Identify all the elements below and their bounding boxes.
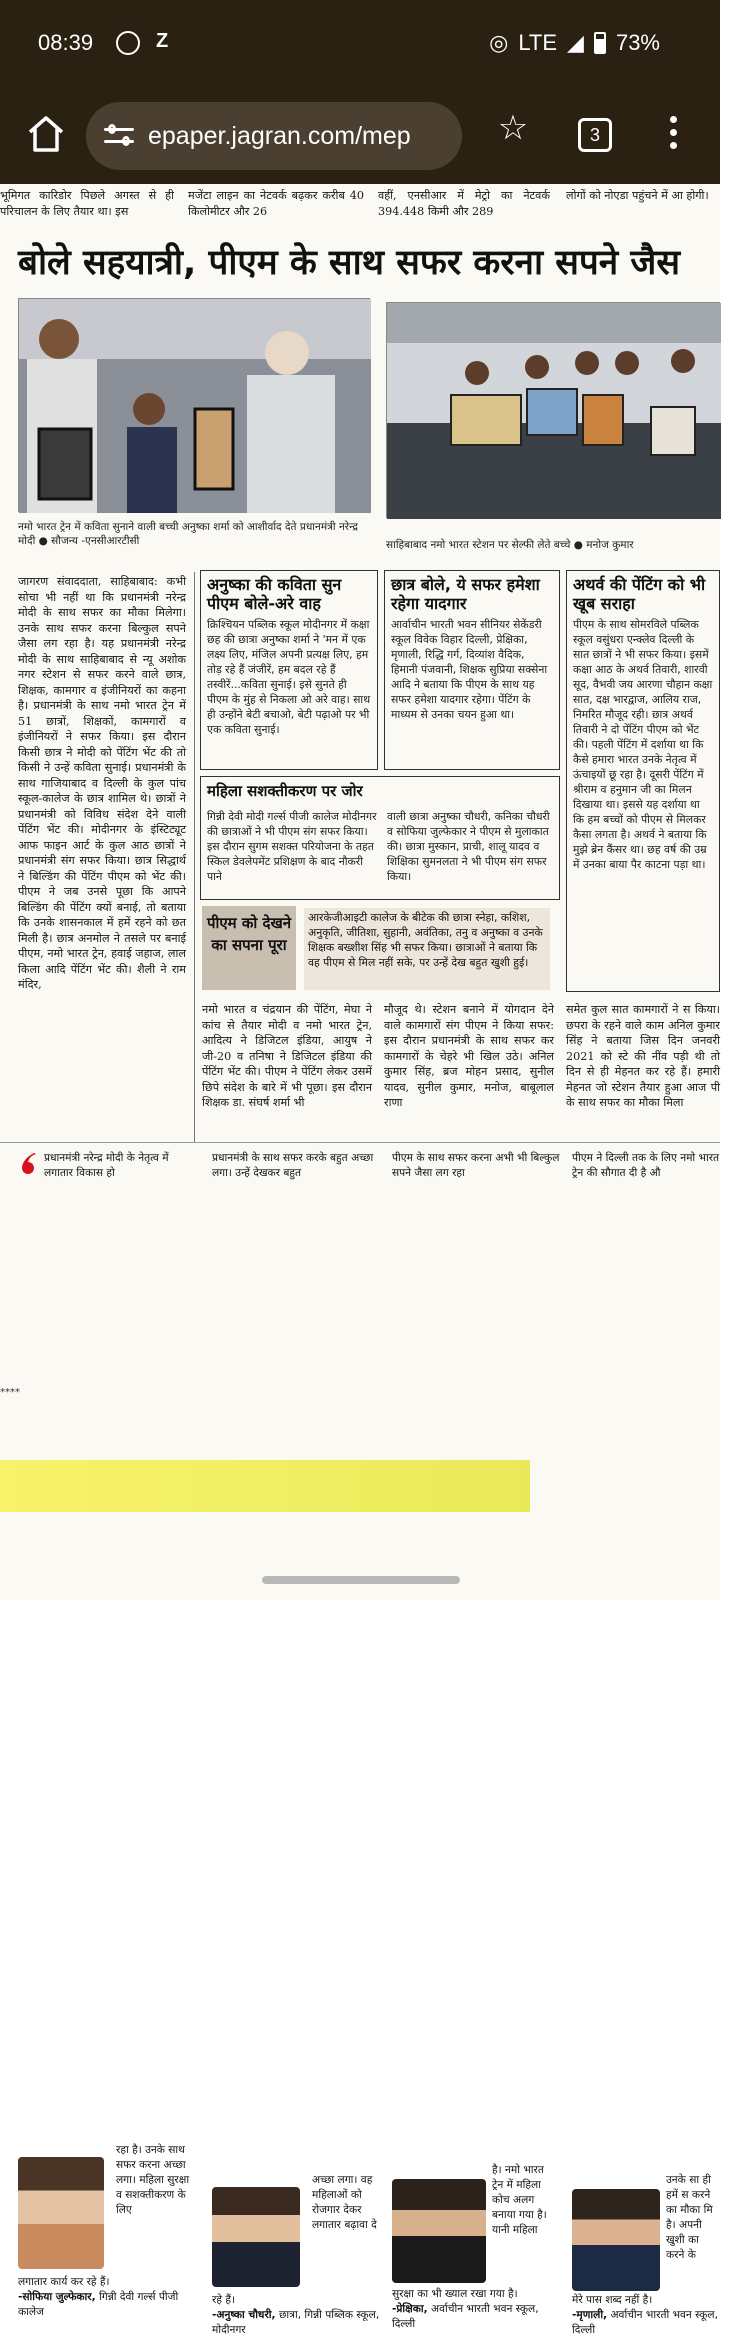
status-bar (0, 0, 720, 88)
profile-mrinali-quote-end: मेरे पास शब्द नहीं है। (572, 2294, 653, 2306)
end-stars: **** (0, 1387, 20, 1398)
profile-anushka-photo (212, 2187, 300, 2287)
photo-pm-blessing (18, 298, 370, 512)
profile-mrinali-quote-top: पीएम ने दिल्ली तक के लिए नमो भारत ट्रेन की सौगात दी है औ (572, 1152, 720, 1179)
network-type: LTE (518, 30, 558, 55)
bottom-col-3: समेत कुल सात कामगारों ने स किया। छपरा के रहने वाले काम अनिल कुमार सिंह ने बताया जिस दिन जनवरी 2021 को स्टे की नींव पड़ी थी तो दिन से ही मेहनत कर रहे हैं। हमारी मेहनत जो स्टेशन तैयार हुआ आज पी के साथ सफर का मौका मिला (566, 1003, 720, 1109)
box-women-empowerment (200, 776, 560, 900)
profile-anushka-quote-top: प्रधानमंत्री के साथ सफर करके बहुत अच्छा लगा। उन्हें देखकर बहुत (212, 1152, 374, 1179)
battery-percent: 73% (615, 30, 660, 55)
profile-prekshika-side (492, 2163, 558, 2285)
women-empowerment-body-left: गिन्नी देवी मोदी गर्ल्स पीजी कालेज मोदीनगर की छात्राओं ने भी पीएम संग सफर किया। इस दौरान सुगम सशक्त परियोजना के तहत स्किल डेवलेपमेंट प्रशिक्षण के बाद नौकरी पाने (207, 810, 377, 883)
column-divider (194, 572, 195, 1142)
gesture-nav-bar[interactable] (262, 1576, 460, 1584)
profile-mrinali-photo (572, 2189, 660, 2291)
profile-anushka-quote-side: अच्छा लगा। वह महिलाओं को रोजगार देकर लगातार बढ़ावा दे (312, 2174, 377, 2231)
home-icon[interactable] (22, 110, 70, 158)
caption-left: नमो भारत ट्रेन में कविता सुनाने वाली बच्ची अनुष्का शर्मा को आशीर्वाद देते प्रधानमंत्री नरेन्द्र मोदी ● सौजन्य -एनसीआरटीसी (18, 521, 358, 547)
bottom-col-1: नमो भारत व चंद्रयान की पेंटिंग, मेघा ने कांच से तैयार मोदी व नमो भारत ट्रेन, आदित्य ने डिजिटल इंडिया, आयुष ने जी-20 व तनिषा ने डिजिटल इंडिया की पेंटिंग भेंट की। पीएम ने पेंटिंग लेकर उसमें छिपे संदेश के बारे में भी पूछा। इस दौरान शिक्षक डा. संघर्ष शर्मा भी (202, 1003, 372, 1109)
profile-prekshika-quote-end: सुरक्षा का भी ख्याल रखा गया है। (392, 2288, 518, 2300)
caption-right: साहिबाबाद नमो भारत स्टेशन पर सेल्फी लेते बच्चे ● मनोज कुमार (386, 539, 634, 551)
whatsapp-notification-icon (116, 31, 140, 55)
top-strip-col-4: लोगों को नोएडा पहुंचने में आ होगी। (566, 189, 709, 202)
site-settings-icon[interactable] (104, 124, 134, 148)
profile-mrinali-org: अर्वाचीन भारती भवन स्कूल, दिल्ली (572, 2309, 718, 2336)
profile-sofia-sign (18, 2275, 196, 2347)
profile-sofia-quote-end: लगातार कार्य कर रहे हैं। (18, 2276, 110, 2288)
tab-switcher-button[interactable]: 3 (578, 118, 612, 152)
profile-sofia-quote-top: प्रधानमंत्री नरेन्द्र मोदी के नेतृत्व में लगातार विकास हो (44, 1152, 169, 1179)
box-students (384, 570, 560, 770)
box-atharv-title: अथर्व की पेंटिंग को भी खूब सराहा (573, 575, 706, 613)
profile-prekshika-quote-side: है। नमो भारत ट्रेन में महिला कोच अलग बनाया गया है। यानी महिला (492, 2164, 547, 2236)
box-students-title: छात्र बोले, ये सफर हमेशा रहेगा यादगार (391, 575, 540, 613)
women-empowerment-title: महिला सशक्तीकरण पर जोर (207, 782, 363, 800)
box-anushka-body: क्रिश्चियन पब्लिक स्कूल मोदीनगर में कक्षा छह की छात्रा अनुष्का शर्मा ने 'मन में एक लक्ष्य लिए, मंजिल अपनी प्रत्यक्ष लिए, हम तोड़ रहे हैं जंजीरें, हम बदल रहे हैं तस्वीरें...कविता सुनाई। इसे सुनते ही पीएम के मुंह से निकला ओ अरे वाह। साथ ही उन्होंने बेटी बचाओ, बेटी पढ़ाओ पर भी एक कविता सुनाई। (207, 618, 371, 736)
profile-sofia-quote-side: रहा है। उनके साथ सफर करना अच्छा लगा। महिला सुरक्षा व सशक्तीकरण के लिए (116, 2144, 190, 2216)
highlight-bar (0, 1460, 530, 1512)
profile-mrinali (572, 1151, 720, 1381)
profile-prekshika-org: अर्वाचीन भारती भवन स्कूल, दिल्ली (392, 2303, 539, 2330)
profile-prekshika-sign (392, 2287, 560, 2347)
women-empowerment-body-right: वाली छात्रा अनुष्का चौधरी, कनिका चौधरी व सोफिया जुल्फेकार ने पीएम से मुलाकात की। छात्रा मुस्कान, प्राची, शालू यादव व शिक्षिका सुमनलता ने भी पीएम संग सफर किया। (387, 810, 550, 883)
bookmark-star-icon[interactable]: ☆ (497, 108, 529, 148)
red-quote-mark-icon (18, 1151, 40, 1175)
battery-icon (594, 32, 606, 54)
top-strip-col-1: भूमिगत कारिडोर पिछले अगस्त से ही परिचालन के लिए तैयार था। इस (0, 189, 174, 218)
profile-anushka (212, 1151, 382, 1381)
photo-selfie (386, 302, 720, 518)
dream-fulfilled-body: आरकेजीआइटी कालेज के बीटेक की छात्रा स्नेहा, कशिश, अनुकृति, जीतिशा, सुहानी, अवंतिका, तनु व अनुष्का व उनके शिक्षक बख्शीश सिंह भी सफर किया। छात्राओं ने बताया कि वह पीएम से मिल नहीं सके, पर उन्हें देख बहुत खुशी हुई। (304, 908, 550, 990)
profile-anushka-org: छात्रा, गिन्नी पब्लिक स्कूल, मोदीनगर (212, 2309, 380, 2336)
quote-profiles (0, 1142, 720, 2336)
hotspot-icon: ◎ (489, 30, 509, 55)
top-strip-col-3: वहीं, एनसीआर में मेट्रो का नेटवर्क 394.448 किमी और 289 (378, 189, 550, 218)
top-strip-col-2: मजेंटा लाइन का नेटवर्क बढ़कर करीब 40 किलोमीटर और 26 (188, 189, 364, 218)
profile-mrinali-name: -मृणाली, (572, 2309, 608, 2321)
top-strip (0, 184, 720, 236)
profile-sofia-name: -सोफिया जुल्फेकार, (18, 2291, 96, 2303)
browser-toolbar (0, 88, 720, 184)
profile-anushka-sign (212, 2293, 380, 2349)
box-anushka-title: अनुष्का की कविता सुन पीएम बोले-अरे वाह (207, 575, 342, 613)
profile-sofia-side (116, 2143, 196, 2293)
profile-mrinali-quote-side: उनके सा ही हमें स करने का मौका मि है। अपनी खुशी का करने के (666, 2174, 713, 2261)
profile-sofia (44, 1151, 194, 1381)
box-atharv-body: पीएम के साथ सोमरविले पब्लिक स्कूल वसुंधरा एन्क्लेव दिल्ली के सात छात्रों ने भी सफर किया। इसमें कक्षा आठ के अथर्व तिवारी, शारवी सूद, वैभवी जय आरणा चौहान कक्षा सात, दक्ष भारद्वाज, आलिय राज, निमरित मौजूद रही। छात्र अथर्व तिवारी ने दो पेंटिंग पीएम को भेंट की। पहली पेंटिंग में दर्शाया था कि कैसे हमारा भारत उनके नेतृत्व में ऊंचाइयों छू रहा है। दूसरी पेंटिंग में श्रीराम व हनुमान जी का मिलन दिखाया था। इससे यह दर्शाया था कि हम बच्चों को पीएम से मिलकर कैसा लगता है। अथर्व ने बताया कि मुझे ब्रेन कैंसर था। छह वर्ष की उम्र में उनका बाया पैर काटना पड़ा था। (573, 618, 713, 871)
profile-mrinali-side (666, 2173, 720, 2293)
profile-anushka-side (312, 2173, 378, 2293)
profile-sofia-photo (18, 2157, 104, 2269)
address-bar[interactable] (86, 102, 462, 170)
dream-fulfilled-label: पीएम को देखने का सपना पूरा (202, 906, 296, 990)
box-anushka (200, 570, 378, 770)
epaper-page[interactable] (0, 184, 720, 2336)
headline: बोले सहयात्री, पीएम के साथ सफर करना सपने जैस (18, 243, 680, 283)
status-time: 08:39 (38, 30, 94, 55)
z-notification-icon: Z (156, 30, 169, 52)
box-students-body: आर्वाचीन भारती भवन सीनियर सेकेंडरी स्कूल विवेक विहार दिल्ली, प्रेक्षिका, मृणाली, रिद्धि गर्ग, दिव्यांश वैदिक, हिमानी पंजवानी, शिक्षक सुप्रिया सक्सेना आदि ने बताया कि पीएम के साथ यह सफर हमेशा यादगार रहेगा। पेंटिंग के माध्यम से उनका चयन हुआ था। (391, 618, 548, 721)
profile-prekshika-name: -प्रेक्षिका, (392, 2303, 428, 2315)
profile-sofia-org: गिन्नी देवी गर्ल्स पीजी कालेज (18, 2291, 179, 2318)
url-text[interactable]: epaper.jagran.com/mep (148, 121, 411, 150)
left-column-story: जागरण संवाददाता, साहिबाबाद: कभी सोचा भी नहीं था कि प्रधानमंत्री नरेन्द्र मोदी के साथ सफर का मौका मिलेगा। उनके साथ सफर करना बिल्कुल सपने जैसा लग रहा है। यह प्रधानमंत्री नरेन्द्र मोदी के साथ साहिबाबाद से न्यू अशोक नगर स्टेशन से सफर करने वाले छात्र, शिक्षक, कामगार व इंजीनियरों का कहना है। प्रधानमंत्री के साथ नमो भारत ट्रेन में 51 छात्रों, शिक्षकों, कामगारों व इंजीनियरों ने सफर किया। इस दौरान किसी छात्र ने मोदी को पेंटिंग भेंट की तो किसी ने उन्हें कविता सुनाई। प्रधानमंत्री के साथ गाजियाबाद व दिल्ली के कुल पांच स्कूल-कालेज के छात्र शामिल थे। छात्रों ने प्रधानमंत्री को विविध संदेश देने वाली पेंटिंग भेंट की। मोदीनगर के इंस्टिट्यूट आफ फाइन आर्ट के कुल आठ छात्रों ने प्रधानमंत्री संग सफर किया। छात्र सिद्धार्थ ने बिल्डिंग की पेंटिंग पीएम को भेंट की। पीएम ने जब उनसे पूछा कि आपने बिल्डिंग की पेंटिंग क्यों बनाई, तो बताया कि उनके शासनकाल में हमें रहने को छत मिली है। छात्र अनमोल ने तसले पर बनाई पीएम, नमो भारत ट्रेन, हवाई जहाज, लाल किला आदि पेंटिंग भेंट की। शैली ने राम मंदिर, (18, 575, 186, 991)
profile-anushka-name: -अनुष्का चौधरी, (212, 2309, 276, 2321)
bottom-col-2: मौजूद थे। स्टेशन बनाने में योगदान देने वाले कामगारों संग पीएम ने किया सफर: इस दौरान प्रधानमंत्री के साथ सफर कर कामगारों के चेहरे भी खिल उठे। अनिल कुमार सिंह, ब्रज मोहन प्रसाद, सुनील यादव, सुनील कुमार, मनोज, बाबूलाल राणा (384, 1003, 554, 1109)
photo-selfie-art (387, 303, 721, 519)
box-atharv (566, 570, 720, 992)
profile-prekshika-quote-top: पीएम के साथ सफर करना अभी भी बिल्कुल सपने जैसा लग रहा (392, 1152, 560, 1179)
signal-icon: ◢ (567, 30, 584, 55)
profile-mrinali-sign (572, 2293, 720, 2349)
profile-prekshika-photo (392, 2179, 486, 2283)
profile-anushka-quote-end: रहे हैं। (212, 2294, 235, 2306)
status-right (489, 30, 660, 56)
profile-prekshika (392, 1151, 560, 1381)
photo-pm-blessing-art (19, 299, 371, 513)
overflow-menu-icon[interactable] (668, 116, 678, 156)
